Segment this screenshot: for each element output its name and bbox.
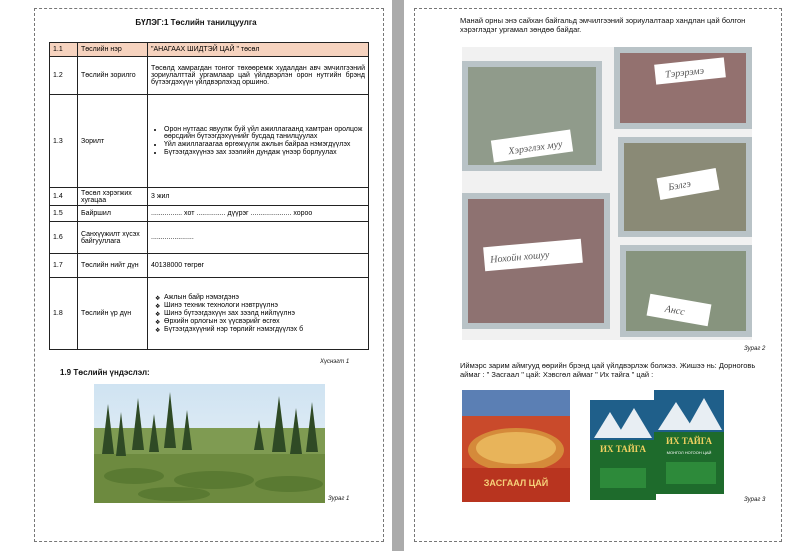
table-row <box>50 222 369 254</box>
herb-bag-5 <box>620 245 752 337</box>
row-number: 1.6 <box>50 222 78 254</box>
table-row <box>50 206 369 222</box>
herb-bags-photo <box>462 47 752 340</box>
ikh-taiga-tea-photo <box>590 390 724 502</box>
row-key: Төслийн үр дүн <box>78 278 148 350</box>
figure-caption: Зураг 1 <box>328 496 350 502</box>
intro-paragraph: Манай орны энэ сайхан байгальд эмчилгээний зориулалтаар хандлан цай болгон хэрэглэдэг ургамал зөндөө байдаг. <box>460 16 746 34</box>
list-item: ❖ Ажлын байр нэмэгдэнэ <box>164 294 365 301</box>
row-value: "АНАГААХ ШИДТЭЙ ЦАЙ " төсөл <box>148 43 369 57</box>
section-title: 1.9 Төслийн үндэслэл: <box>60 368 150 377</box>
row-key: Төслийн зорилго <box>78 57 148 95</box>
bag-label: Хэрэглэх муу <box>507 138 564 158</box>
bag-label: Ансс <box>663 303 686 318</box>
row-number: 1.3 <box>50 95 78 188</box>
row-value: 3 жил <box>148 188 369 206</box>
row-value: 40138000 төгрөг <box>148 254 369 278</box>
table-row <box>50 188 369 206</box>
zasgaal-tea-photo <box>462 390 570 502</box>
document-page-2 <box>404 0 799 551</box>
row-number: 1.7 <box>50 254 78 278</box>
bag-label: Бэлгэ <box>667 178 692 194</box>
project-info-table <box>49 42 369 350</box>
row-number: 1.4 <box>50 188 78 206</box>
bag-label: Тэрэрэмэ <box>664 65 705 81</box>
row-value <box>148 278 369 350</box>
list-item: ❖ Бүтээгдэхүүний нэр төрлийг нэмэгдүүлэх б <box>164 326 365 333</box>
table-row <box>50 278 369 350</box>
chapter-title: БҮЛЭГ:1 Төслийн танилцуулга <box>135 18 257 27</box>
bag-label: Нохойн хошуу <box>489 249 550 266</box>
row-key: Санхүүжилт хүсэх байгууллага <box>78 222 148 254</box>
document-page-1 <box>0 0 392 551</box>
figure-caption: Зураг 2 <box>744 346 766 352</box>
row-key: Байршил <box>78 206 148 222</box>
figure-caption: Зураг 3 <box>744 497 766 503</box>
herb-bag-1 <box>462 61 602 171</box>
row-number: 1.1 <box>50 43 78 57</box>
table-row <box>50 95 369 188</box>
product-label: ИХ ТАЙГА <box>599 444 647 454</box>
row-number: 1.8 <box>50 278 78 350</box>
row-key: Төслийн нэр <box>78 43 148 57</box>
product-sublabel: МОНГОЛ НОГООН ЦАЙ <box>666 450 712 455</box>
table-row <box>50 43 369 57</box>
row-key: Төслийн нийт дүн <box>78 254 148 278</box>
list-item: • Орон нутгаас явуулж буй үйл ажиллагаанд хамтран оролцож өөрсдийн бүтээгдэхүүнийг бусдад танилцуулах <box>164 126 365 140</box>
row-value: ...................... <box>148 222 369 254</box>
list-item: ❖ Шинэ техник технологи нэвтрүүлнэ <box>164 302 365 309</box>
row-key: Зорилт <box>78 95 148 188</box>
list-item: • Үйл ажиллагаагаа өргөжүүлж ажлын байраа нэмэгдүүлэх <box>164 141 365 148</box>
product-label: ИХ ТАЙГА <box>665 436 713 446</box>
table-row <box>50 254 369 278</box>
table-caption: Хүснэгт 1 <box>320 359 350 365</box>
row-value: ................ хот ............... дүүрэг ..................... хороо <box>148 206 369 222</box>
table-row <box>50 57 369 95</box>
brands-paragraph: Иймэрс зарим аймгууд өөрийн брэнд цай үйлдвэрлэж болжээ. Жишээ нь: Дорноговь аймаг : " Засгаал " цай: Хэвсгөл аймаг " Их тайга " цай : <box>460 361 756 379</box>
forest-photo <box>94 384 325 503</box>
row-key: Төсөл хэрэгжих хугацаа <box>78 188 148 206</box>
list-item: • Бүтээгдэхүүнээ зах зээлийн дундаж үнээр борлуулах <box>164 149 365 156</box>
list-item: ❖ Өрхийн орлогын эх үүсвэрийг өсгөх <box>164 318 365 325</box>
row-value <box>148 95 369 188</box>
row-number: 1.2 <box>50 57 78 95</box>
product-label: ЗАСГААЛ ЦАЙ <box>483 478 549 488</box>
list-item: ❖ Шинэ бүтээгдэхүүн зах зээлд нийлүүлнэ <box>164 310 365 317</box>
herb-bag-2 <box>614 47 752 129</box>
row-value: Төсөлд хамрагдан тонгог төхөөремж худалдан авч эмчилгээний зориулалттай ургамлаар цай үйлдвэрлэн орон нутгийн брэнд бүтээгдэхүүн үйлдвэрлэхэд оршино. <box>148 57 369 95</box>
row-number: 1.5 <box>50 206 78 222</box>
